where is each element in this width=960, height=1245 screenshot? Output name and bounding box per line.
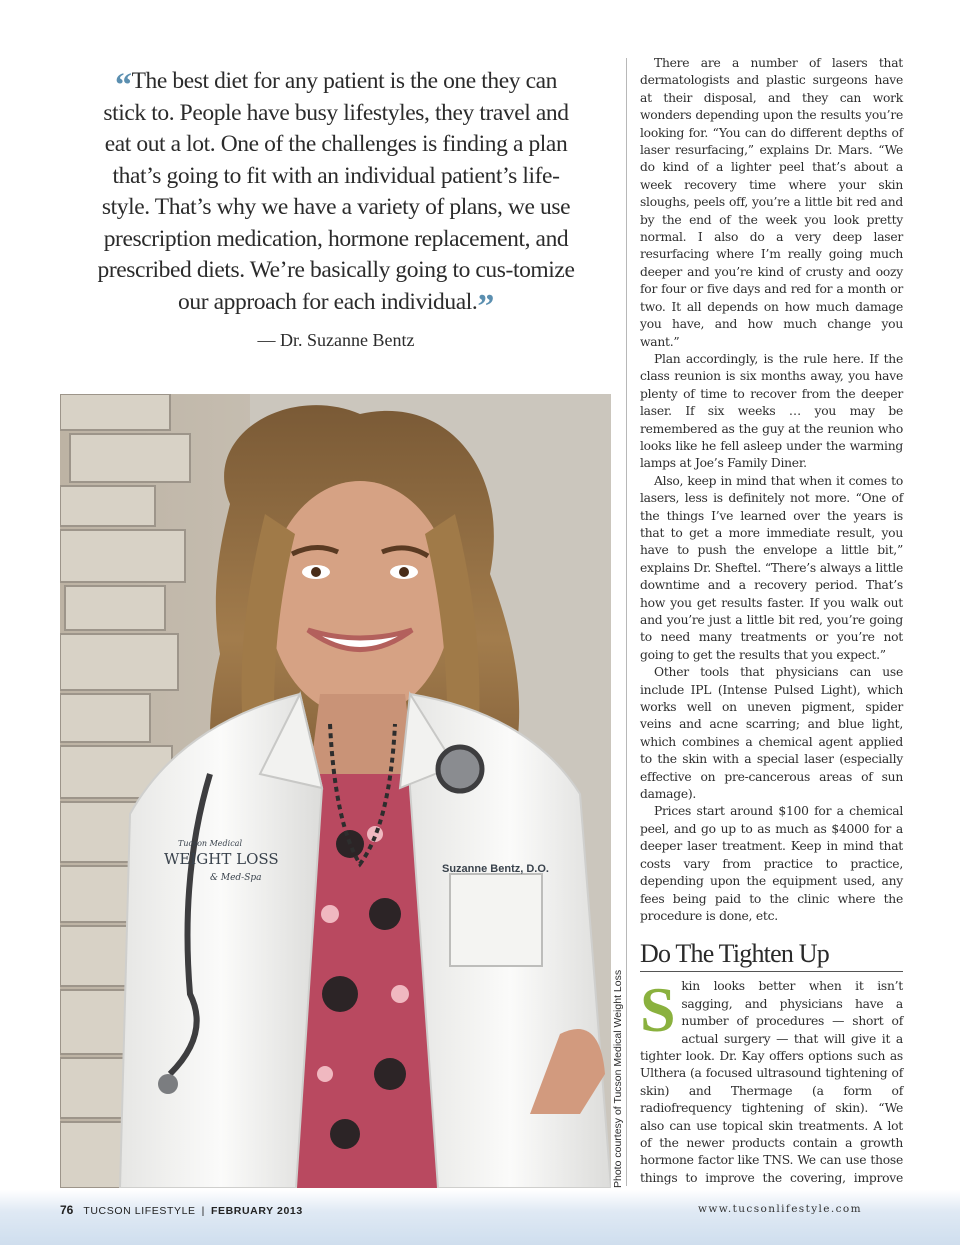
publication-name: TUCSON LIFESTYLE <box>83 1205 196 1217</box>
open-quote-mark: “ <box>114 67 132 104</box>
coat-name-embroidery: Suzanne Bentz, D.O. <box>442 863 549 875</box>
section-paragraph-text: kin looks better when it isn’t sagging, and physicians have a number of procedures — short of actual surgery — that will give it a tighter look. Dr. Kay offers options such as Ulthera (a focused ultrasound tightening of skin) and Thermage (a form of radiofrequency tightening of skin). “We also can use topical skin treatments. A lot of the newer products contain a growth hormone factor like TNS. We can use those things to improve the covering, improve <box>640 979 903 1185</box>
doctor-portrait-photo <box>60 394 611 1188</box>
pull-quote-text: The best diet for any patient is the one they can stick to. People have busy lifestyles, they travel and eat out a lot. One of the challenges is finding a plan that’s going to fit with an individual patient’s life-style. That’s why we have a variety of plans, we use prescription medication, hormone replacement, and prescribed diets. We’re basically going to cus-tomize our approach for each individual. <box>97 68 575 315</box>
pull-quote-attribution: — Dr. Suzanne Bentz <box>257 330 415 350</box>
article-paragraph: Plan accordingly, is the rule here. If the class reunion is six months away, you have plenty of time to recover from the deeper laser. If six weeks … you may be remembered as the guy at the reunion who looks like he fell asleep under the warming lamps at Joe’s Family Diner. <box>640 351 903 471</box>
coat-logo: WEIGHT LOSS <box>164 850 279 868</box>
article-column <box>640 55 903 1222</box>
photo-credit: Photo courtesy of Tucson Medical Weight Loss <box>612 969 624 1188</box>
folio-separator: | <box>201 1205 205 1217</box>
article-paragraph: Other tools that physicians can use include IPL (Intense Pulsed Light), which works well on uneven pigment, spider veins and acne scarring; and blue light, which combines a chemical agent applied to the skin with a special laser (especially effective on pre-cancerous areas of sun damage). <box>640 665 903 802</box>
pull-quote <box>96 66 576 325</box>
issue-date: FEBRUARY 2013 <box>210 1205 303 1217</box>
page-number: 76 <box>60 1203 74 1217</box>
article-paragraph: Prices start around $100 for a chemical peel, and go up to as much as $4000 for a deeper laser treatment. Keep in mind that costs vary from practice to practice, depending upon the equipment used, any fees being paid to the clinic where the procedure is done, etc. <box>640 804 903 923</box>
footer-band <box>0 1190 960 1245</box>
coat-logo-small: Tucson Medical <box>178 839 242 848</box>
close-quote-mark: ” <box>477 287 494 325</box>
website-url: www.tucsonlifestyle.com <box>698 1203 863 1215</box>
folio <box>60 1203 303 1217</box>
article-paragraph: There are a number of lasers that dermatologists and plastic surgeons have at their disposal, and they can work wonders depending upon the results you’re looking for. “You can do different depths of laser resurfacing,” explains Dr. Mars. “We do kind of a lighter peel that’s about a week recovery time where your skin sloughs, peels off, you’re a little bit red and by the end of the week you look pretty normal. I also do a very deep laser resurfacing where I’m really going much deeper and you’re kind of crusty and oozy for four or five days and red for a month or two. It all depends on how much damage you have, and how much change you want.” <box>640 56 903 349</box>
coat-logo-tag: & Med-Spa <box>210 873 262 883</box>
drop-cap: S <box>640 974 676 1046</box>
section-subhead: Do The Tighten Up <box>640 939 903 972</box>
section-paragraph <box>640 974 903 1222</box>
article-paragraph: Also, keep in mind that when it comes to lasers, less is definitely not more. “One of the things I’ve learned over the years is that to get a more immediate result, you have to push the envelope a little bit,” explains Dr. Sheftel. “There’s always a little downtime and a recovery period. That’s how you get results faster. If you walk out and you’re just a little bit red, you’re going to need many treatments or you’re not going to get the results that you expect.” <box>640 473 903 662</box>
column-divider <box>626 58 627 1186</box>
